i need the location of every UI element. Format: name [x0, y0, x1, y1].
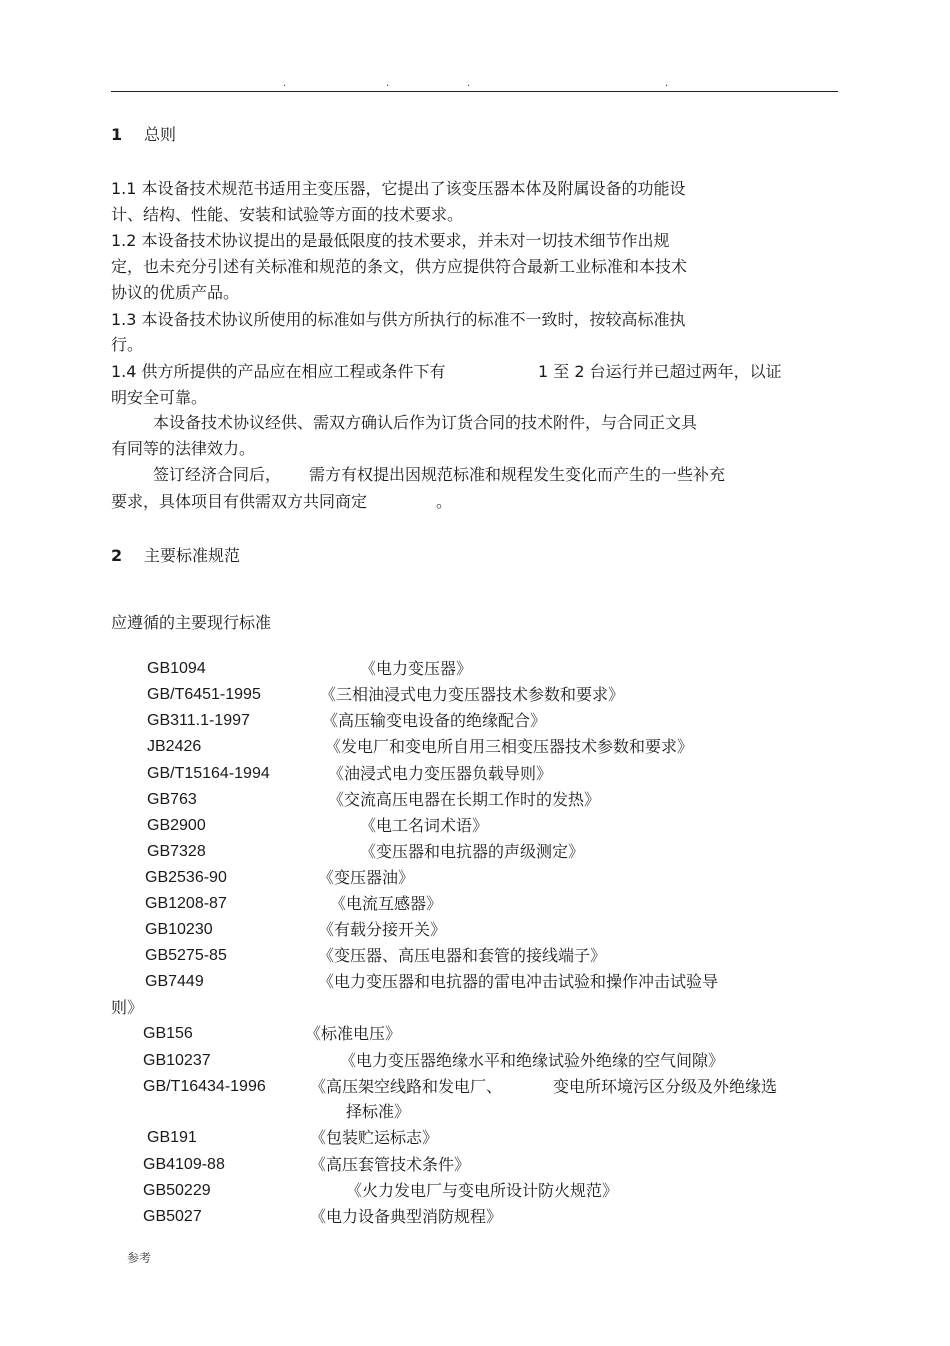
- standard-name-continuation: 则》: [111, 998, 144, 1017]
- standard-code: GB156: [143, 1025, 193, 1042]
- standard-code: GB/T15164-1994: [147, 765, 270, 782]
- standard-code: GB5275-85: [145, 947, 227, 964]
- standard-name: 《高压输变电设备的绝缘配合》: [322, 711, 547, 730]
- paragraph-line: 本设备技术协议经供、需双方确认后作为订货合同的技术附件，与合同正文具: [153, 413, 698, 432]
- paragraph-line: 1.1 本设备技术规范书适用主变压器，它提出了该变压器本体及附属设备的功能设: [111, 179, 686, 198]
- header-dot: .: [386, 78, 390, 89]
- standard-name: 《有载分接开关》: [318, 920, 447, 939]
- standard-name: 《三相油浸式电力变压器技术参数和要求》: [320, 685, 625, 704]
- standard-code: GB7449: [145, 973, 204, 990]
- standard-name: 《高压架空线路和发电厂、: [310, 1077, 503, 1096]
- paragraph-line: 定，也未充分引述有关标准和规范的条文，供方应提供符合最新工业标准和本技术: [111, 257, 688, 276]
- header-dot: .: [467, 78, 471, 89]
- header-dot: .: [665, 78, 669, 89]
- header-dot: .: [283, 78, 287, 89]
- standard-code: GB1094: [147, 660, 206, 677]
- paragraph-line: 有同等的法律效力。: [111, 439, 256, 458]
- paragraph-line: 要求，具体项目有供需双方共同商定: [111, 492, 368, 511]
- standard-code: GB/T16434-1996: [143, 1078, 266, 1095]
- paragraph-line: 需方有权提出因规范标准和规程发生变化而产生的一些补充: [309, 465, 726, 484]
- section-2-number: 2: [111, 546, 123, 565]
- paragraph-line: 1.4 供方所提供的产品应在相应工程或条件下有: [111, 362, 446, 381]
- standard-name-continuation: 择标准》: [346, 1102, 411, 1121]
- footer-label: 参考: [127, 1251, 152, 1265]
- paragraph-line: 签订经济合同后，: [153, 465, 282, 484]
- paragraph-line: 明安全可靠。: [111, 388, 208, 407]
- standard-code: GB311.1-1997: [147, 712, 250, 729]
- standard-name: 变电所环境污区分级及外绝缘选: [553, 1077, 778, 1096]
- standard-name: 《电力设备典型消防规程》: [310, 1207, 503, 1226]
- standard-name: 《交流高压电器在长期工作时的发热》: [328, 790, 601, 809]
- standard-code: GB7328: [147, 843, 206, 860]
- standard-code: JB2426: [147, 738, 202, 755]
- paragraph-line: 1.3 本设备技术协议所使用的标准如与供方所执行的标准不一致时，按较高标准执: [111, 310, 686, 329]
- standard-code: GB5027: [143, 1208, 202, 1225]
- standard-code: GB50229: [143, 1182, 211, 1199]
- header-rule: [111, 91, 838, 92]
- section-1-title: 总则: [144, 125, 177, 144]
- standard-code: GB10237: [143, 1052, 211, 1069]
- paragraph-line: 计、结构、性能、安装和试验等方面的技术要求。: [111, 205, 464, 224]
- standard-name: 《变压器油》: [318, 868, 415, 887]
- standard-name: 《高压套管技术条件》: [310, 1155, 471, 1174]
- standard-code: GB2536-90: [145, 869, 227, 886]
- standard-name: 《电力变压器和电抗器的雷电冲击试验和操作冲击试验导: [318, 972, 719, 991]
- standards-intro: 应遵循的主要现行标准: [111, 613, 272, 632]
- standard-name: 《电力变压器绝缘水平和绝缘试验外绝缘的空气间隙》: [340, 1051, 725, 1070]
- standard-name: 《油浸式电力变压器负载导则》: [328, 764, 553, 783]
- standard-code: GB191: [147, 1129, 197, 1146]
- standard-name: 《电流互感器》: [330, 894, 443, 913]
- section-1-number: 1: [111, 125, 123, 144]
- standard-code: GB/T6451-1995: [147, 686, 261, 703]
- standard-name: 《电力变压器》: [360, 659, 473, 678]
- standard-code: GB4109-88: [143, 1156, 225, 1173]
- paragraph-line: 。: [436, 492, 453, 511]
- standard-code: GB763: [147, 791, 197, 808]
- standard-name: 《标准电压》: [305, 1024, 402, 1043]
- paragraph-line: 1 至 2 台运行并已超过两年，以证: [538, 362, 782, 381]
- paragraph-line: 行。: [111, 335, 144, 354]
- standard-name: 《变压器、高压电器和套管的接线端子》: [318, 946, 607, 965]
- standard-name: 《发电厂和变电所自用三相变压器技术参数和要求》: [325, 737, 694, 756]
- paragraph-line: 1.2 本设备技术协议提出的是最低限度的技术要求，并未对一切技术细节作出规: [111, 231, 670, 250]
- standard-name: 《电工名词术语》: [360, 816, 489, 835]
- standard-name: 《火力发电厂与变电所设计防火规范》: [346, 1181, 619, 1200]
- standard-code: GB1208-87: [145, 895, 227, 912]
- section-2-title: 主要标准规范: [144, 546, 241, 565]
- standard-name: 《变压器和电抗器的声级测定》: [360, 842, 585, 861]
- paragraph-line: 协议的优质产品。: [111, 283, 240, 302]
- standard-name: 《包装贮运标志》: [310, 1128, 439, 1147]
- standard-code: GB10230: [145, 921, 213, 938]
- standard-code: GB2900: [147, 817, 206, 834]
